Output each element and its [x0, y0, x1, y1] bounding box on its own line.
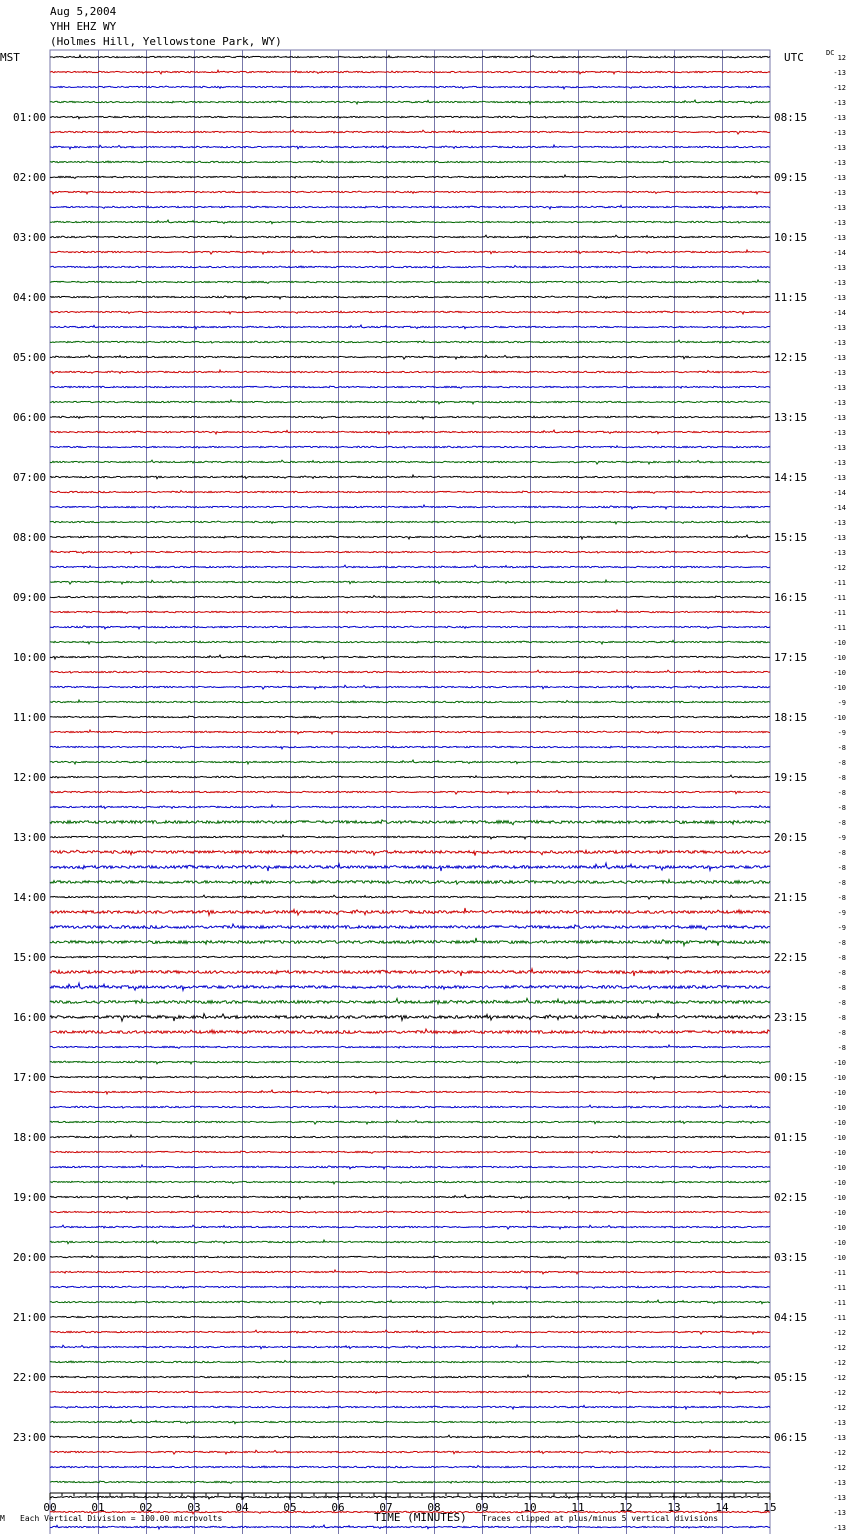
- seismic-trace-4: [50, 116, 770, 119]
- seismic-trace-31: [50, 521, 770, 524]
- dc-offset: -10: [833, 1179, 846, 1187]
- seismic-trace-71: [50, 1120, 770, 1124]
- x-tick-label: 12: [619, 1501, 633, 1514]
- seismic-trace-91: [50, 1420, 770, 1424]
- dc-offset: -14: [833, 309, 846, 317]
- dc-offset: -13: [833, 159, 846, 167]
- seismic-trace-56: [50, 895, 770, 899]
- seismic-trace-94: [50, 1466, 770, 1468]
- seismic-trace-26: [50, 446, 770, 448]
- seismic-trace-88: [50, 1375, 770, 1379]
- dc-offset: -13: [833, 279, 846, 287]
- location-label: (Holmes Hill, Yellowstone Park, WY): [50, 35, 282, 48]
- dc-offset: -11: [833, 1314, 846, 1322]
- dc-offset: -12: [833, 564, 846, 572]
- seismic-trace-57: [50, 908, 770, 915]
- x-tick-label: 02: [139, 1501, 153, 1514]
- utc-label: 20:15: [774, 831, 808, 844]
- seismic-trace-98: [50, 1525, 770, 1529]
- x-tick-label: 08: [427, 1501, 441, 1514]
- dc-offset: -10: [833, 684, 846, 692]
- dc-offset: -14: [833, 489, 846, 497]
- seismic-trace-0: [50, 55, 770, 58]
- seismic-trace-82: [50, 1286, 770, 1289]
- seismic-trace-3: [50, 100, 770, 104]
- seismic-trace-11: [50, 220, 770, 224]
- dc-offset: -13: [833, 234, 846, 242]
- seismic-trace-24: [50, 416, 770, 419]
- seismic-trace-61: [50, 969, 770, 976]
- corner-mark: M: [0, 1514, 5, 1523]
- mst-label: 06:00: [13, 411, 47, 424]
- seismic-trace-96: [50, 1496, 770, 1499]
- seismic-trace-9: [50, 191, 770, 194]
- dc-offset: -8: [837, 744, 846, 752]
- mst-label: 17:00: [13, 1071, 47, 1084]
- mst-label: 21:00: [13, 1311, 47, 1324]
- seismic-trace-21: [50, 370, 770, 374]
- x-tick-label: 04: [235, 1501, 249, 1514]
- date-label: Aug 5,2004: [50, 5, 117, 18]
- seismic-trace-16: [50, 296, 770, 299]
- seismic-trace-81: [50, 1270, 770, 1274]
- mst-axis-title: MST: [0, 51, 20, 64]
- dc-offset: -13: [833, 1479, 846, 1487]
- seismic-trace-59: [50, 938, 770, 946]
- seismic-trace-74: [50, 1165, 770, 1169]
- dc-offset: -10: [833, 1239, 846, 1247]
- dc-offset: -12: [833, 1359, 846, 1367]
- seismic-trace-10: [50, 205, 770, 209]
- seismic-trace-43: [50, 700, 770, 703]
- utc-label: 05:15: [774, 1371, 808, 1384]
- mst-label: 09:00: [13, 591, 47, 604]
- dc-offset: -13: [833, 1419, 846, 1427]
- seismic-trace-90: [50, 1405, 770, 1409]
- dc-offset: -10: [833, 669, 846, 677]
- scale-note: Each Vertical Division = 100.00 microvolts: [20, 1514, 223, 1523]
- mst-label: 03:00: [13, 231, 47, 244]
- dc-offset: -13: [833, 294, 846, 302]
- x-tick-label: 15: [763, 1501, 777, 1514]
- dc-offset: -12: [833, 1374, 846, 1382]
- dc-offset: -12: [833, 1464, 846, 1472]
- dc-offset: -10: [833, 1194, 846, 1202]
- mst-label: 19:00: [13, 1191, 47, 1204]
- dc-offset: -13: [833, 384, 846, 392]
- dc-offset: -13: [833, 144, 846, 152]
- dc-offset: -11: [833, 624, 846, 632]
- seismic-trace-40: [50, 655, 770, 659]
- seismic-trace-80: [50, 1256, 770, 1259]
- seismic-trace-84: [50, 1316, 770, 1318]
- seismic-trace-79: [50, 1240, 770, 1244]
- mst-label: 04:00: [13, 291, 47, 304]
- dc-offset: -9: [837, 729, 846, 737]
- dc-offset: -13: [833, 324, 846, 332]
- seismic-trace-29: [50, 491, 770, 494]
- utc-label: 11:15: [774, 291, 808, 304]
- dc-offset: -8: [837, 774, 846, 782]
- x-tick-label: 03: [187, 1501, 201, 1514]
- dc-offset: -13: [833, 129, 846, 137]
- seismic-trace-46: [50, 746, 770, 749]
- dc-offset: -13: [833, 1524, 846, 1532]
- utc-label: 14:15: [774, 471, 808, 484]
- seismic-trace-8: [50, 175, 770, 178]
- dc-offset: -8: [837, 804, 846, 812]
- mst-label: 18:00: [13, 1131, 47, 1144]
- dc-offset: -12: [833, 1389, 846, 1397]
- dc-offset: -8: [837, 969, 846, 977]
- seismic-trace-45: [50, 730, 770, 734]
- seismic-trace-19: [50, 340, 770, 343]
- mst-label: 14:00: [13, 891, 47, 904]
- dc-offset: -8: [837, 1044, 846, 1052]
- dc-offset: -13: [833, 114, 846, 122]
- seismic-trace-30: [50, 505, 770, 509]
- mst-label: 13:00: [13, 831, 47, 844]
- dc-offset: -11: [833, 1299, 846, 1307]
- seismic-trace-42: [50, 685, 770, 689]
- utc-label: 22:15: [774, 951, 808, 964]
- mst-label: 23:00: [13, 1431, 47, 1444]
- dc-offset: -10: [833, 1119, 846, 1127]
- dc-offset: -10: [833, 1164, 846, 1172]
- dc-offset: -9: [837, 834, 846, 842]
- dc-offset: -8: [837, 1014, 846, 1022]
- dc-offset: -13: [833, 1494, 846, 1502]
- dc-offset: -8: [837, 984, 846, 992]
- seismic-trace-73: [50, 1151, 770, 1153]
- seismic-trace-58: [50, 924, 770, 930]
- seismic-trace-60: [50, 956, 770, 959]
- dc-offset: -9: [837, 909, 846, 917]
- dc-offset: -10: [833, 714, 846, 722]
- dc-offset: -12: [833, 1344, 846, 1352]
- dc-offset: -8: [837, 849, 846, 857]
- utc-label: 17:15: [774, 651, 808, 664]
- dc-offset: -14: [833, 249, 846, 257]
- x-axis-title: TIME (MINUTES): [374, 1511, 467, 1524]
- dc-offset: -11: [833, 1269, 846, 1277]
- x-tick-label: 06: [331, 1501, 345, 1514]
- utc-label: 06:15: [774, 1431, 808, 1444]
- utc-label: 18:15: [774, 711, 808, 724]
- seismic-trace-95: [50, 1480, 770, 1483]
- dc-offset: -10: [833, 1089, 846, 1097]
- dc-offset: -14: [833, 504, 846, 512]
- seismic-trace-67: [50, 1061, 770, 1064]
- seismic-trace-39: [50, 640, 770, 644]
- clip-note: Traces clipped at plus/minus 5 vertical divisions: [482, 1514, 719, 1523]
- dc-offset: -13: [833, 339, 846, 347]
- utc-label: 01:15: [774, 1131, 808, 1144]
- seismic-trace-28: [50, 475, 770, 479]
- dc-offset: -10: [833, 1209, 846, 1217]
- dc-offset: -10: [833, 1149, 846, 1157]
- mst-label: 12:00: [13, 771, 47, 784]
- dc-offset: -13: [833, 444, 846, 452]
- dc-offset: -8: [837, 789, 846, 797]
- dc-offset: -8: [837, 879, 846, 887]
- mst-label: 15:00: [13, 951, 47, 964]
- seismic-trace-47: [50, 760, 770, 764]
- x-tick-label: 13: [667, 1501, 681, 1514]
- dc-offset: -13: [833, 219, 846, 227]
- seismic-trace-68: [50, 1075, 770, 1079]
- seismic-trace-87: [50, 1361, 770, 1364]
- dc-offset: -13: [833, 99, 846, 107]
- mst-label: 20:00: [13, 1251, 47, 1264]
- seismic-trace-86: [50, 1345, 770, 1349]
- utc-label: 04:15: [774, 1311, 808, 1324]
- seismic-trace-1: [50, 70, 770, 74]
- dc-offset: -13: [833, 1509, 846, 1517]
- dc-offset: -8: [837, 1029, 846, 1037]
- seismic-trace-12: [50, 235, 770, 238]
- dc-offset: -12: [833, 1449, 846, 1457]
- dc-offset: -13: [833, 369, 846, 377]
- seismic-trace-41: [50, 670, 770, 673]
- dc-offset: -12: [833, 1329, 846, 1337]
- x-tick-label: 11: [571, 1501, 585, 1514]
- seismic-trace-89: [50, 1391, 770, 1394]
- seismic-trace-27: [50, 460, 770, 464]
- seismic-trace-6: [50, 145, 770, 149]
- seismic-trace-51: [50, 820, 770, 825]
- seismic-trace-37: [50, 610, 770, 613]
- x-tick-label: 09: [475, 1501, 489, 1514]
- dc-offset: -13: [833, 474, 846, 482]
- utc-axis-title: UTC: [784, 51, 804, 64]
- seismic-trace-52: [50, 835, 770, 839]
- seismic-trace-70: [50, 1105, 770, 1108]
- dc-offset: -10: [833, 1104, 846, 1112]
- x-tick-label: 10: [523, 1501, 537, 1514]
- seismic-trace-38: [50, 626, 770, 629]
- seismic-trace-15: [50, 280, 770, 283]
- utc-label: 00:15: [774, 1071, 808, 1084]
- seismic-trace-13: [50, 250, 770, 254]
- seismic-trace-25: [50, 430, 770, 434]
- seismic-trace-33: [50, 551, 770, 554]
- dc-offset: -11: [833, 1284, 846, 1292]
- x-tick-label: 01: [91, 1501, 105, 1514]
- seismic-trace-64: [50, 1013, 770, 1021]
- seismic-trace-48: [50, 775, 770, 778]
- seismic-trace-72: [50, 1135, 770, 1138]
- dc-offset: -13: [833, 204, 846, 212]
- dc-offset: -10: [833, 639, 846, 647]
- utc-label: 10:15: [774, 231, 808, 244]
- utc-label: 08:15: [774, 111, 808, 124]
- dc-offset: 12: [837, 54, 846, 62]
- mst-label: 02:00: [13, 171, 47, 184]
- seismic-trace-35: [50, 580, 770, 584]
- seismic-trace-54: [50, 863, 770, 871]
- x-tick-label: 05: [283, 1501, 297, 1514]
- dc-offset: -9: [837, 699, 846, 707]
- seismic-trace-83: [50, 1300, 770, 1304]
- seismic-trace-65: [50, 1029, 770, 1033]
- utc-label: 12:15: [774, 351, 808, 364]
- mst-label: 10:00: [13, 651, 47, 664]
- dc-offset: -13: [833, 264, 846, 272]
- dc-offset: -13: [833, 534, 846, 542]
- seismic-trace-76: [50, 1195, 770, 1199]
- dc-offset: -10: [833, 1074, 846, 1082]
- dc-offset: -13: [833, 414, 846, 422]
- seismic-trace-22: [50, 386, 770, 388]
- seismic-trace-85: [50, 1330, 770, 1334]
- trace-layer: [50, 55, 770, 1534]
- dc-offset: -13: [833, 189, 846, 197]
- utc-label: 15:15: [774, 531, 808, 544]
- utc-label: 21:15: [774, 891, 808, 904]
- mst-label: 08:00: [13, 531, 47, 544]
- x-tick-label: 14: [715, 1501, 729, 1514]
- station-label: YHH EHZ WY: [50, 20, 117, 33]
- mst-label: 05:00: [13, 351, 47, 364]
- mst-label: 22:00: [13, 1371, 47, 1384]
- dc-offset: -13: [833, 519, 846, 527]
- dc-offset: -8: [837, 999, 846, 1007]
- seismic-trace-17: [50, 311, 770, 314]
- dc-offset: -12: [833, 1404, 846, 1412]
- seismic-trace-66: [50, 1045, 770, 1048]
- dc-offset: -8: [837, 864, 846, 872]
- x-tick-label: 00: [43, 1501, 57, 1514]
- dc-offset: -8: [837, 759, 846, 767]
- seismic-trace-18: [50, 325, 770, 329]
- seismic-trace-23: [50, 400, 770, 404]
- seismic-trace-34: [50, 565, 770, 568]
- mst-label: 01:00: [13, 111, 47, 124]
- dc-offset: -13: [833, 549, 846, 557]
- dc-header: DC: [826, 49, 835, 57]
- dc-offset: -13: [833, 1434, 846, 1442]
- utc-label: 03:15: [774, 1251, 808, 1264]
- dc-offset: -13: [833, 69, 846, 77]
- seismic-trace-44: [50, 716, 770, 718]
- seismic-trace-14: [50, 266, 770, 268]
- seismic-trace-2: [50, 86, 770, 89]
- utc-label: 02:15: [774, 1191, 808, 1204]
- dc-offset: -10: [833, 1224, 846, 1232]
- dc-offset: -10: [833, 1059, 846, 1067]
- dc-offset: -8: [837, 939, 846, 947]
- utc-label: 09:15: [774, 171, 808, 184]
- mst-label: 11:00: [13, 711, 47, 724]
- x-tick-label: 07: [379, 1501, 393, 1514]
- seismic-trace-49: [50, 790, 770, 794]
- dc-offset: -11: [833, 579, 846, 587]
- seismic-trace-78: [50, 1225, 770, 1229]
- seismic-trace-55: [50, 880, 770, 885]
- dc-offset: -10: [833, 1134, 846, 1142]
- dc-offset: -8: [837, 894, 846, 902]
- seismic-trace-20: [50, 355, 770, 359]
- dc-offset: -13: [833, 174, 846, 182]
- dc-offset: -8: [837, 954, 846, 962]
- seismic-trace-32: [50, 535, 770, 539]
- dc-offset: -10: [833, 654, 846, 662]
- seismic-trace-69: [50, 1090, 770, 1094]
- utc-label: 13:15: [774, 411, 808, 424]
- dc-offset: -13: [833, 459, 846, 467]
- dc-offset: -12: [833, 84, 846, 92]
- seismic-trace-92: [50, 1435, 770, 1438]
- dc-offset: -13: [833, 429, 846, 437]
- dc-offset: -10: [833, 1254, 846, 1262]
- dc-offset: -9: [837, 924, 846, 932]
- dc-offset: -13: [833, 399, 846, 407]
- dc-offset: -11: [833, 594, 846, 602]
- utc-label: 23:15: [774, 1011, 808, 1024]
- dc-offset: -11: [833, 609, 846, 617]
- seismic-trace-53: [50, 850, 770, 855]
- seismic-trace-63: [50, 998, 770, 1004]
- dc-offset: -8: [837, 819, 846, 827]
- mst-label: 07:00: [13, 471, 47, 484]
- seismic-trace-36: [50, 596, 770, 598]
- seismic-trace-75: [50, 1181, 770, 1184]
- seismic-trace-5: [50, 130, 770, 134]
- mst-label: 16:00: [13, 1011, 47, 1024]
- utc-label: 16:15: [774, 591, 808, 604]
- seismic-trace-93: [50, 1450, 770, 1454]
- seismic-trace-7: [50, 161, 770, 163]
- seismic-trace-50: [50, 805, 770, 809]
- seismic-trace-77: [50, 1211, 770, 1213]
- dc-offset: -13: [833, 354, 846, 362]
- seismic-trace-62: [50, 983, 770, 990]
- utc-label: 19:15: [774, 771, 808, 784]
